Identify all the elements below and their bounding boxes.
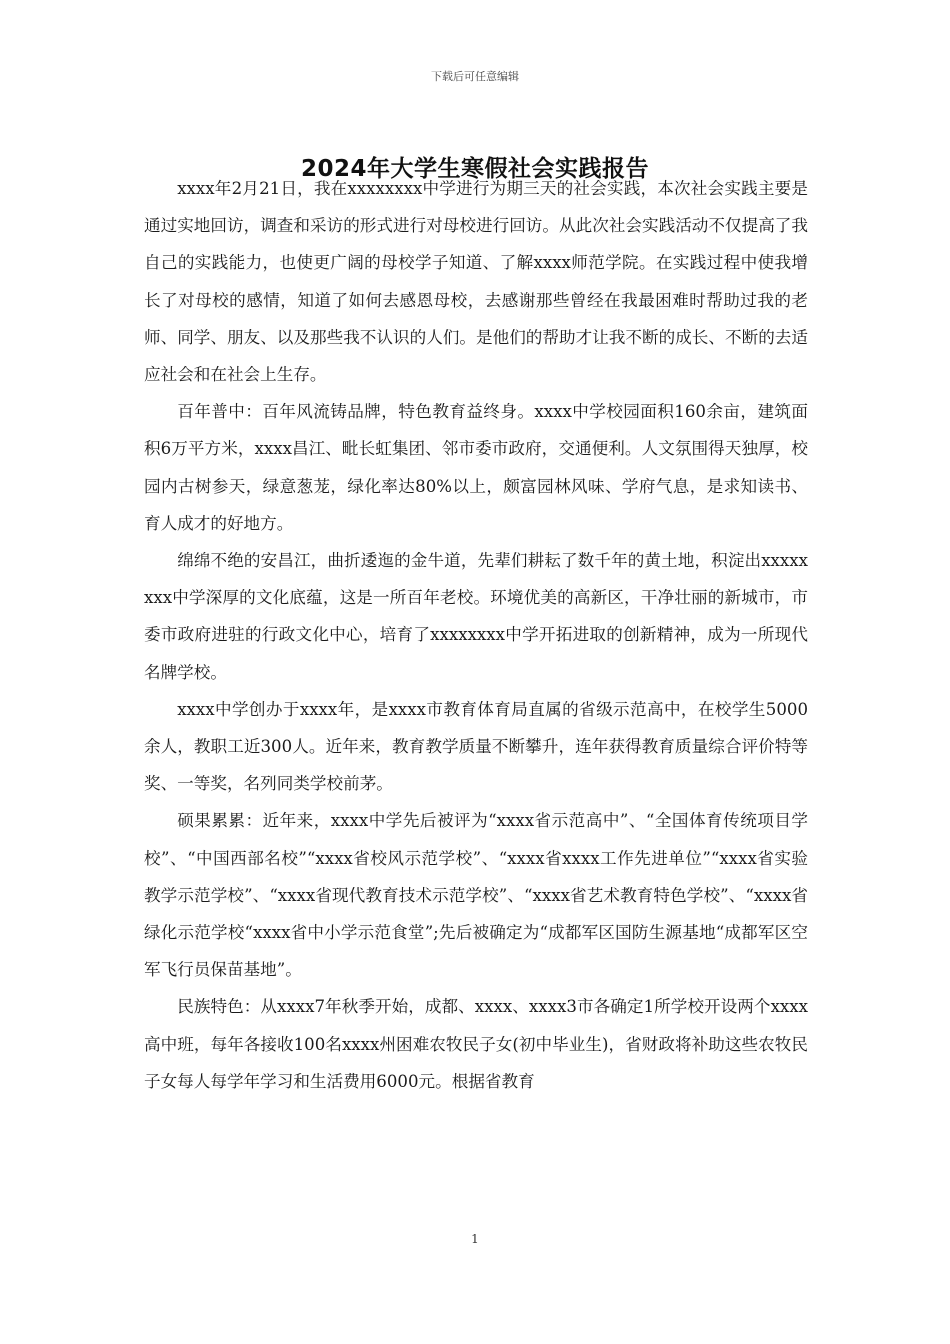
paragraph-century-school: 百年普中：百年风流铸品牌，特色教育益终身。xxxx中学校园面积160余亩，建筑面积6万平方米，xxxx昌江、毗长虹集团、邻市委市政府，交通便利。人文氛围得天独厚，校园内古树参天，绿意葱茏，绿化率达80%以上，颇富园林风味、学府气息，是求知读书、育人成才的好地方。 bbox=[144, 402, 808, 533]
paragraph-culture: 绵绵不绝的安昌江，曲折逶迤的金牛道，先辈们耕耘了数千年的黄土地，积淀出xxxxxxxx中学深厚的文化底蕴，这是一所百年老校。环境优美的高新区，干净壮丽的新城市，市委市政府进驻的行政文化中心，培育了xxxxxxxx中学开拓进取的创新精神，成为一所现代名牌学校。 bbox=[144, 551, 808, 682]
header-note: 下载后可任意编辑 bbox=[431, 70, 519, 83]
document-title: 2024年大学生寒假社会实践报告 bbox=[300, 156, 649, 182]
document-body bbox=[144, 170, 808, 1100]
paragraph-achievements: 硕果累累：近年来，xxxx中学先后被评为“xxxx省示范高中”、“全国体育传统项目学校”、“中国西部名校”“xxxx省校风示范学校”、“xxxx省xxxx工作先进单位”“xxxx省实验教学示范学校”、“xxxx省现代教育技术示范学校”、“xxxx省艺术教育特色学校”、“xxxx省绿化示范学校“xxxx省中小学示范食堂”;先后被确定为“成都军区国防生源基地“成都军区空军飞行员保苗基地”。 bbox=[144, 811, 808, 980]
paragraph-school-info: xxxx中学创办于xxxx年，是xxxx市教育体育局直属的省级示范高中，在校学生5000余人，教职工近300人。近年来，教育教学质量不断攀升，连年获得教育质量综合评价特等奖、一等奖，名列同类学校前茅。 bbox=[144, 699, 808, 794]
paragraph-intro: xxxx年2月21日，我在xxxxxxxx中学进行为期三天的社会实践，本次社会实践主要是通过实地回访，调查和采访的形式进行对母校进行回访。从此次社会实践活动不仅提高了我自己的实践能力，也使更广阔的母校学子知道、了解xxxx师范学院。在实践过程中使我增长了对母校的感情，知道了如何去感恩母校，去感谢那些曾经在我最困难时帮助过我的老师、同学、朋友、以及那些我不认识的人们。是他们的帮助才让我不断的成长、不断的去适应社会和在社会上生存。 bbox=[144, 179, 808, 385]
page-number: 1 bbox=[471, 1232, 479, 1246]
paragraph-ethnic-features: 民族特色：从xxxx7年秋季开始，成都、xxxx、xxxx3市各确定1所学校开设两个xxxx高中班，每年各接收100名xxxx州困难农牧民子女(初中毕业生)，省财政将补助这些农牧民子女每人每学年学习和生活费用6000元。根据省教育 bbox=[144, 997, 808, 1091]
